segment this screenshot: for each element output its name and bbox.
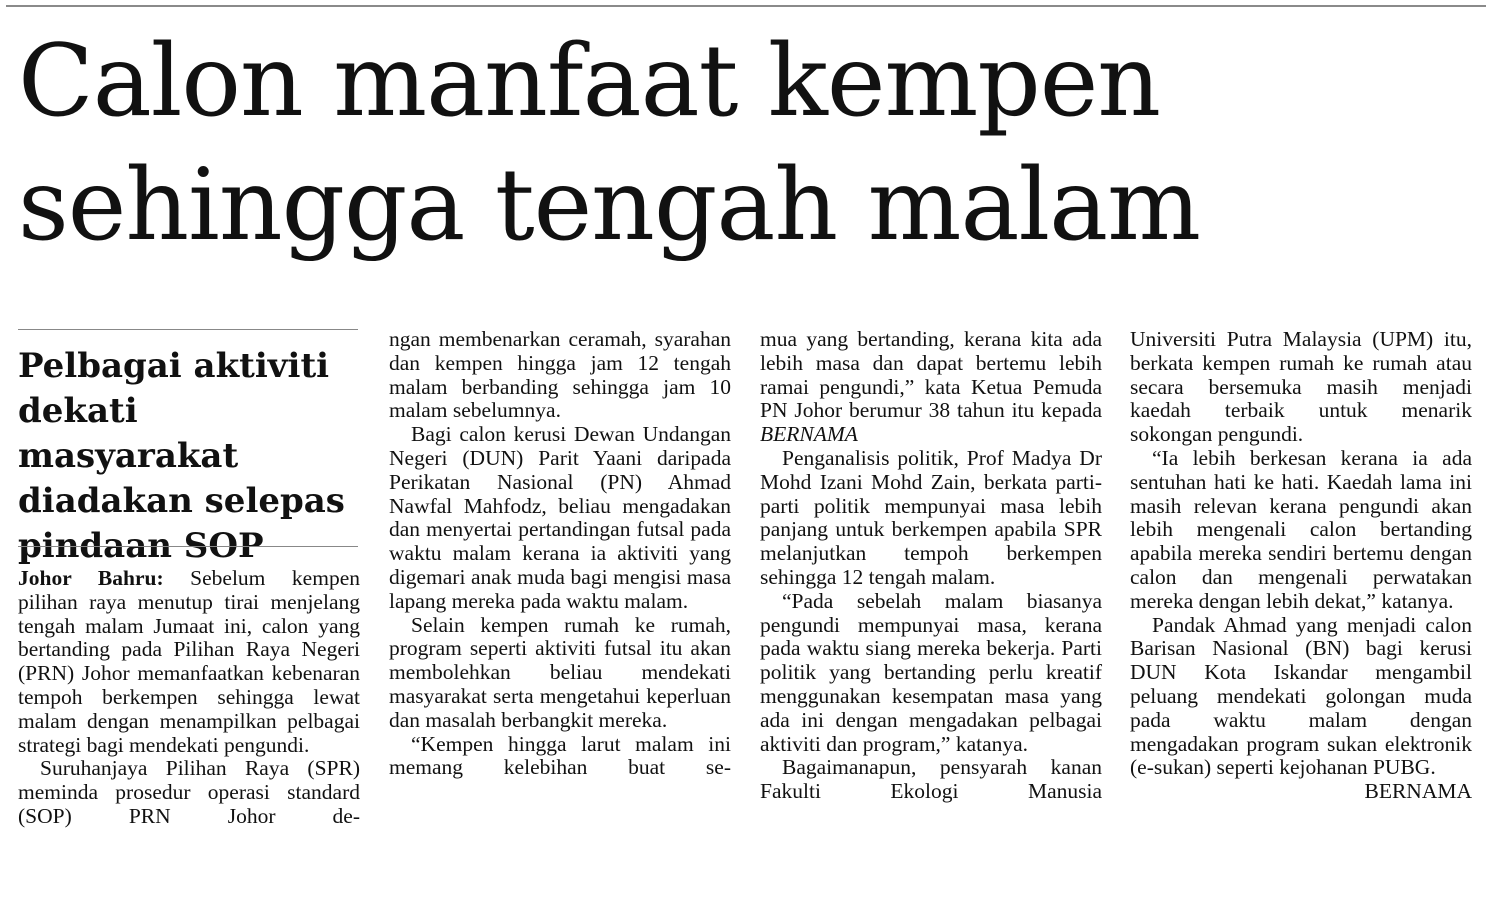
subheadline: Pelbagai aktiviti dekati masyarakat diadakan selepas pindaan SOP (18, 346, 345, 566)
paragraph: “Ia lebih berkesan kerana ia ada sentuhan hati ke hati. Kaedah lama ini masih relevan kerana pengundi akan lebih mengenali calon bertanding apabila mereka sendiri bertemu dengan calon dan mengenali perwatakan mereka dengan lebih dekat,” katanya. (1130, 445, 1472, 613)
paragraph: Universiti Putra Malaysia (UPM) itu, berkata kempen rumah ke rumah atau secara bersemuka masih menjadi kaedah terbaik untuk menarik sokongan pengundi. (1130, 327, 1472, 447)
paragraph: Suruhanjaya Pilihan Raya (SPR) meminda prosedur operasi standard (SOP) PRN Johor de- (18, 756, 360, 828)
paragraph: Penganalisis politik, Prof Madya Dr Mohd Izani Mohd Zain, berkata parti-parti politik mempunyai masa lebih panjang untuk berkempen apabila SPR melanjutkan tempoh berkempen sehingga 12 tengah malam. (760, 445, 1102, 589)
paragraph: Selain kempen rumah ke rumah, program seperti aktiviti futsal itu akan membolehkan beliau mendekati masyarakat serta mengetahui keperluan dan masalah berbangkit mereka. (389, 612, 731, 732)
headline-line-2: sehingga tengah malam (18, 148, 1201, 263)
agency-name: BERNAMA (760, 422, 858, 447)
paragraph-text: Sebelum kempen pilihan raya menutup tirai menjelang tengah malam Jumaat ini, calon yang bertanding pada Pilihan Raya Negeri (PRN) Johor memanfaatkan kebenaran tempoh berkempen sehingga lewat malam dengan menampilkan pelbagai strategi bagi mendekati pengundi. (18, 566, 360, 757)
article-column-4 (1130, 328, 1472, 804)
subhead-bottom-rule (18, 546, 358, 547)
paragraph-text: mua yang bertanding, kerana kita ada lebih masa dan dapat bertemu lebih ramai pengundi,” kata Ketua Pemuda PN Johor berumur 38 tahun itu kepada (760, 327, 1102, 423)
paragraph: ngan membenarkan ceramah, syarahan dan kempen hingga jam 12 tengah malam berbanding sehingga jam 10 malam sebelumnya. (389, 327, 731, 423)
paragraph-text: Pandak Ahmad yang menjadi calon Barisan Nasional (BN) bagi kerusi DUN Kota Iskandar mengambil peluang mendekati golongan muda pada waktu malam dengan mengadakan program sukan elektronik (e-sukan) seperti kejohanan PUBG. (1130, 612, 1472, 780)
paragraph: Bagaimanapun, pensyarah kanan Fakulti Ekologi Manusia (760, 755, 1102, 804)
byline-credit: BERNAMA (1364, 779, 1472, 804)
dateline: Johor Bahru: (18, 566, 164, 590)
top-rule (6, 5, 1486, 7)
subhead-top-rule (18, 329, 358, 330)
paragraph: “Pada sebelah malam biasanya pengundi mempunyai masa, kerana pada waktu siang mereka bekerja. Parti politik yang bertanding perlu kreatif menggunakan kesempatan masa yang ada ini dengan mengadakan pelbagai aktiviti dan program,” katanya. (760, 588, 1102, 756)
article-column-3 (760, 328, 1102, 804)
paragraph: “Kempen hingga larut malam ini memang kelebihan buat se- (389, 731, 731, 780)
headline (18, 20, 1478, 268)
headline-line-1: Calon manfaat kempen (18, 24, 1161, 139)
paragraph (760, 328, 1102, 447)
article-column-2 (389, 328, 731, 780)
paragraph (18, 567, 360, 757)
article-column-1 (18, 567, 360, 829)
paragraph: Bagi calon kerusi Dewan Undangan Negeri (DUN) Parit Yaani daripada Perikatan Nasional (PN) Ahmad Nawfal Mahfodz, beliau mengadakan dan menyertai pertandingan futsal pada waktu malam kerana ia aktiviti yang digemari anak muda bagi mengisi masa lapang mereka pada waktu malam. (389, 422, 731, 613)
paragraph (1130, 612, 1472, 804)
